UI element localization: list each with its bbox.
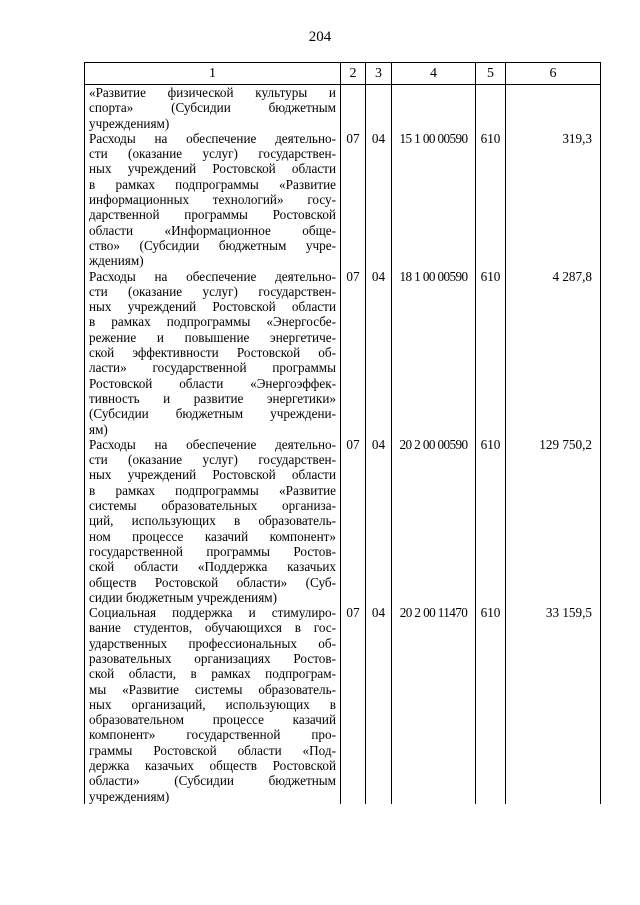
expense-type-code: 610 (476, 605, 506, 804)
description-line: информационных технологий» госу- (89, 192, 336, 208)
section-code: 07 (341, 269, 366, 437)
amount-value: 4 287,8 (506, 269, 601, 437)
target-article-code: 20 2 00 00590 (392, 437, 476, 605)
description-line: Расходы на обеспечение деятельно- (89, 268, 336, 284)
description-line: тивность и развитие энергетики» (89, 390, 336, 406)
description-line: Ростовской области «Энергоэффек- (89, 375, 336, 391)
expense-type-code: 610 (476, 131, 506, 269)
description-line: (Субсидии бюджетным учреждени- (89, 406, 336, 422)
row-description (85, 131, 341, 269)
description-line: граммы Ростовской области «Под- (89, 742, 336, 758)
target-article-code: 18 1 00 00590 (392, 269, 476, 437)
section-code: 07 (341, 131, 366, 269)
description-line: государственной программы Ростов- (89, 543, 336, 559)
row-description (85, 605, 341, 804)
row-description (85, 269, 341, 437)
row-description (85, 437, 341, 605)
description-line: сти (оказание услуг) государствен- (89, 146, 336, 162)
amount-value (506, 85, 601, 131)
description-line: ных организаций, использующих в (89, 696, 336, 712)
description-line: Социальная поддержка и стимулиро- (89, 605, 336, 621)
description-line: ждениям) (89, 253, 144, 269)
description-line: образовательном процессе казачий (89, 712, 336, 728)
amount-value: 33 159,5 (506, 605, 601, 804)
table-body (85, 85, 601, 804)
description-line: обществ Ростовской области» (Суб- (89, 574, 336, 590)
target-article-code: 20 2 00 11470 (392, 605, 476, 804)
table-row (85, 437, 601, 605)
table-row (85, 131, 601, 269)
description-line: ном процессе казачий компонент» (89, 528, 336, 544)
description-line: вание студентов, обучающихся в гос- (89, 620, 336, 636)
description-line: ство» (Субсидии бюджетным учре- (89, 237, 336, 253)
description-line: области» (Субсидии бюджетным (89, 773, 336, 789)
description-line: ударственных профессиональных об- (89, 635, 336, 651)
description-line: держка казачьих обществ Ростовской (89, 758, 336, 774)
description-line: Расходы на обеспечение деятельно- (89, 130, 336, 146)
description-line: в рамках подпрограммы «Энергосбе- (89, 314, 336, 330)
table-row (85, 269, 601, 437)
description-line: в рамках подпрограммы «Развитие (89, 176, 336, 192)
subsection-code (366, 85, 392, 131)
description-line: «Развитие физической культуры и (89, 85, 336, 100)
description-line: Расходы на обеспечение деятельно- (89, 436, 336, 452)
row-description (85, 85, 341, 131)
table-row (85, 85, 601, 131)
header-col-5: 5 (476, 63, 506, 85)
section-code (341, 85, 366, 131)
description-line: разовательных организациях Ростов- (89, 650, 336, 666)
description-line: режение и повышение энергетиче- (89, 329, 336, 345)
description-line: сти (оказание услуг) государствен- (89, 452, 336, 468)
description-line: дарственной программы Ростовской (89, 207, 336, 223)
subsection-code: 04 (366, 131, 392, 269)
budget-table (84, 62, 601, 804)
description-line: области «Информационное обще- (89, 222, 336, 238)
description-line: ской эффективности Ростовской об- (89, 345, 336, 361)
header-col-3: 3 (366, 63, 392, 85)
expense-type-code: 610 (476, 437, 506, 605)
description-line: ных учреждений Ростовской области (89, 161, 336, 177)
description-line: ской области, в рамках подпрограм- (89, 666, 336, 682)
section-code: 07 (341, 437, 366, 605)
description-line: ям) (89, 421, 108, 437)
description-line: системы образовательных организа- (89, 498, 336, 514)
description-line: ных учреждений Ростовской области (89, 467, 336, 483)
description-line: в рамках подпрограммы «Развитие (89, 482, 336, 498)
description-line: учреждениям) (89, 115, 170, 131)
amount-value: 319,3 (506, 131, 601, 269)
description-line: ской области «Поддержка казачьих (89, 559, 336, 575)
description-line: ных учреждений Ростовской области (89, 299, 336, 315)
expense-type-code: 610 (476, 269, 506, 437)
description-line: учреждениям) (89, 788, 170, 804)
target-article-code (392, 85, 476, 131)
expense-type-code (476, 85, 506, 131)
description-line: мы «Развитие системы образователь- (89, 681, 336, 697)
subsection-code: 04 (366, 605, 392, 804)
description-line: сидии бюджетным учреждениям) (89, 589, 278, 605)
header-col-4: 4 (392, 63, 476, 85)
header-col-6: 6 (506, 63, 601, 85)
description-line: ций, использующих в образователь- (89, 513, 336, 529)
section-code: 07 (341, 605, 366, 804)
description-line: компонент» государственной про- (89, 727, 336, 743)
table-header-row (85, 63, 601, 85)
description-line: ласти» государственной программы (89, 360, 336, 376)
subsection-code: 04 (366, 269, 392, 437)
subsection-code: 04 (366, 437, 392, 605)
target-article-code: 15 1 00 00590 (392, 131, 476, 269)
amount-value: 129 750,2 (506, 437, 601, 605)
header-col-1: 1 (85, 63, 341, 85)
description-line: спорта» (Субсидии бюджетным (89, 100, 336, 116)
description-line: сти (оказание услуг) государствен- (89, 283, 336, 299)
page-number: 204 (308, 29, 332, 45)
table-row (85, 605, 601, 804)
header-col-2: 2 (341, 63, 366, 85)
